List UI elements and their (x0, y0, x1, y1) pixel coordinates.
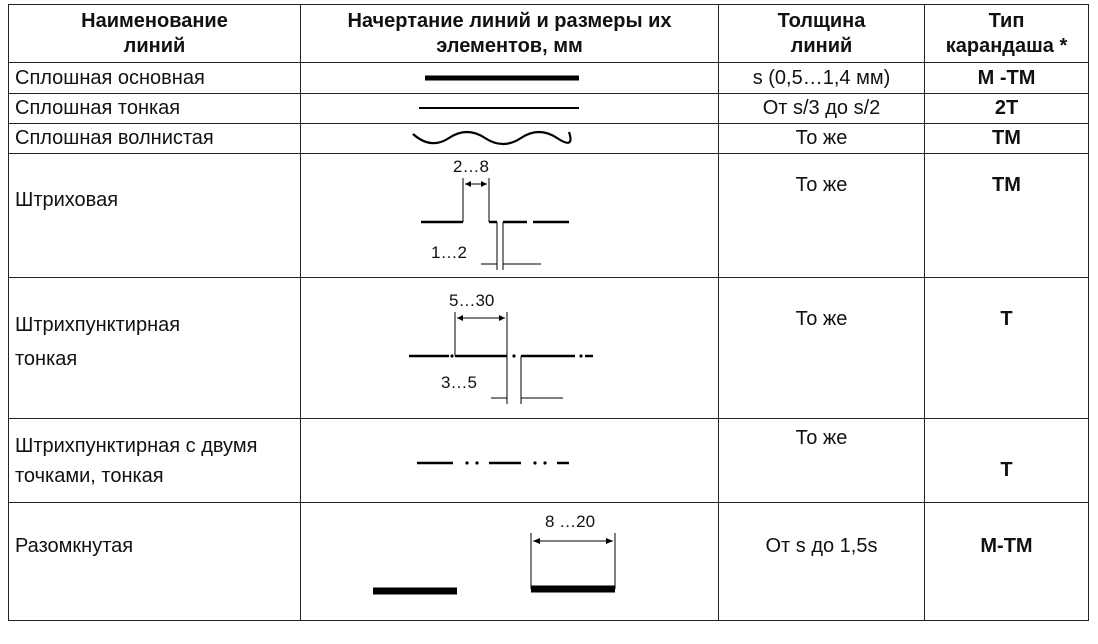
line-name: Сплошная основная (9, 63, 301, 94)
dimension-label: 5…30 (449, 291, 495, 310)
pencil-type: М-ТМ (925, 503, 1089, 621)
line-drawing-cell (301, 154, 719, 278)
line-name: Штриховая (9, 154, 301, 278)
dash-double-dot-line-sample (301, 419, 717, 501)
line-thickness: То же (719, 124, 925, 154)
line-thickness (719, 503, 925, 621)
solid-thick-line-sample (301, 63, 717, 92)
line-drawing-cell (301, 278, 719, 419)
wavy-line-sample (301, 124, 717, 152)
open-line-figure (301, 503, 717, 619)
dashed-line-figure (301, 154, 717, 276)
table-row (9, 503, 1089, 621)
pencil-type: ТМ (925, 154, 1089, 278)
line-name: Сплошная тонкая (9, 94, 301, 124)
line-thickness: От s/3 до s/2 (719, 94, 925, 124)
line-name: Штрихпунктирная тонкая (9, 278, 301, 419)
line-drawing-cell (301, 124, 719, 154)
line-drawing-cell (301, 503, 719, 621)
header-line-drawing: Начертание линий и размеры их элементов, мм (301, 5, 719, 63)
dimension-label: 1…2 (431, 243, 467, 262)
table-row (9, 154, 1089, 278)
table-header-row (9, 5, 1089, 63)
dimension-label: 3…5 (441, 373, 477, 392)
table-row (9, 94, 1089, 124)
pencil-type: 2Т (925, 94, 1089, 124)
header-line-thickness: Толщина линий (719, 5, 925, 63)
header-pencil-type: Тип карандаша * (925, 5, 1089, 63)
pencil-type: Т (925, 278, 1089, 419)
line-thickness: То же (719, 278, 925, 419)
dimension-label: 8 …20 (545, 512, 596, 531)
line-name: Штрихпунктирная с двумя точками, тонкая (9, 419, 301, 503)
line-name: Сплошная волнистая (9, 124, 301, 154)
thickness-text: s (0,5…1,4 мм) (752, 66, 891, 89)
line-drawing-cell (301, 94, 719, 124)
line-name: Разомкнутая (9, 503, 301, 621)
header-line-name: Наименование линий (9, 5, 301, 63)
line-drawing-cell (301, 419, 719, 503)
table-row (9, 124, 1089, 154)
dimension-label: 2…8 (453, 157, 489, 176)
table-row (9, 63, 1089, 94)
line-types-table (8, 4, 1089, 621)
line-thickness: То же (719, 154, 925, 278)
table-row (9, 419, 1089, 503)
line-thickness: То же (719, 419, 925, 503)
solid-thin-line-sample (301, 94, 717, 122)
line-thickness (719, 63, 925, 94)
dash-dot-line-figure (301, 278, 717, 417)
pencil-type: ТМ (925, 124, 1089, 154)
line-drawing-cell (301, 63, 719, 94)
pencil-type: Т (925, 419, 1089, 503)
table-row (9, 278, 1089, 419)
thickness-text: От s до 1,5s (765, 535, 878, 557)
pencil-type: М -ТМ (925, 63, 1089, 94)
